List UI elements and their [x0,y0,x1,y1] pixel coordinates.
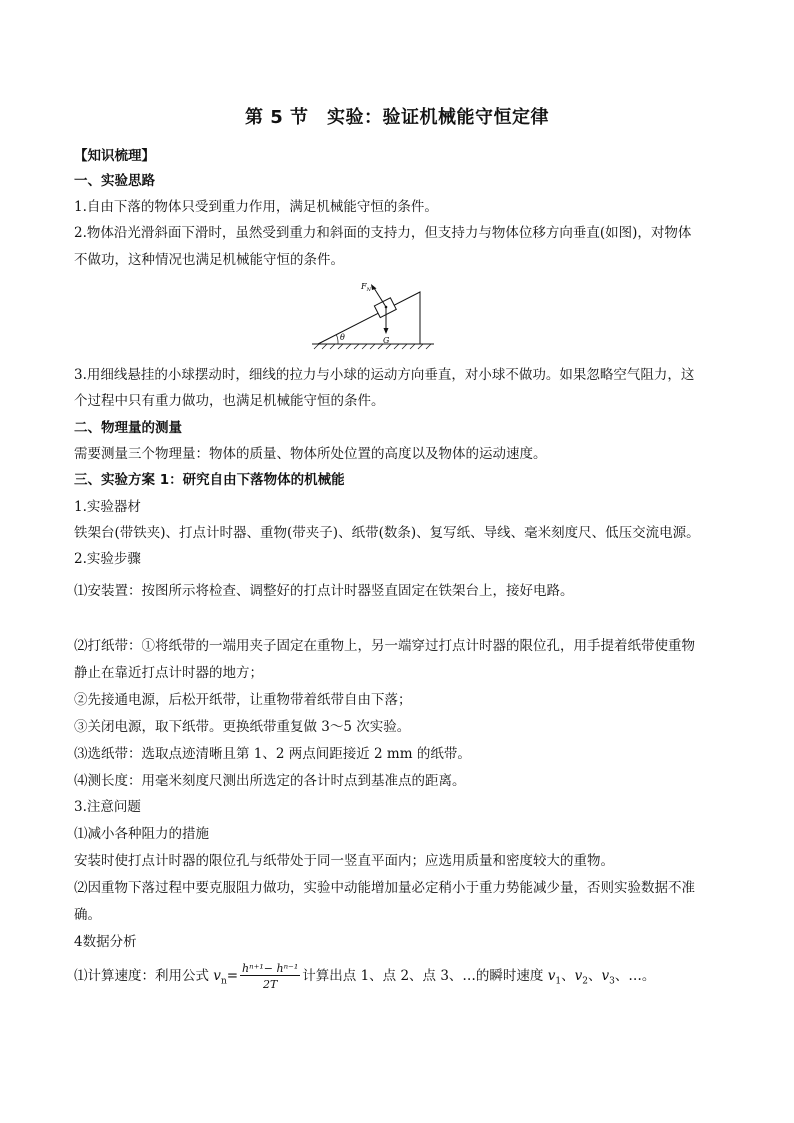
paragraph-notes-1: ⑴减小各种阻力的措施 [74,826,209,842]
paragraph-notes-2: 安装时使打点计时器的限位孔与纸带处于同一竖直平面内；应选用质量和密度较大的重物。 [74,853,614,869]
subheading-steps: 2.实验步骤 [74,551,141,567]
normal-force-label: $F_N$ [361,282,371,293]
paragraph-equipment: 铁架台(带铁夹)、打点计时器、重物(带夹子)、纸带(数条)、复写纸、导线、毫米刻度尺、低压交流电源。 [74,525,700,541]
gravity-arrowhead [384,328,389,334]
paragraph-step-repeat: ③关闭电源，取下纸带。更换纸带重复做 3～5 次实验。 [74,719,411,735]
heading-plan-1: 三、实验方案 1：研究自由下落物体的机械能 [74,472,345,488]
ground-hatching [314,344,431,349]
paragraph-quantities: 需要测量三个物理量：物体的质量、物体所处位置的高度以及物体的运动速度。 [74,446,547,462]
paragraph-notes-3a: ⑵因重物下落过程中要克服阻力做功，实验中动能增加量必定稍小于重力势能减少量，否则实验数据不准 [74,880,695,896]
paragraph-free-fall: 1.自由下落的物体只受到重力作用，满足机械能守恒的条件。 [74,199,438,215]
velocity-fraction [240,962,300,991]
gravity-label: G [383,336,390,345]
paragraph-step-tape-2: 静止在靠近打点计时器的地方； [74,665,263,681]
fraction-numerator: hⁿ⁺¹− hⁿ⁻¹ [242,962,299,975]
paragraph-step-select: ⑶选纸带：选取点迹清晰且第 1、2 两点间距接近 2 mm 的纸带。 [74,746,471,762]
heading-experiment-idea: 一、实验思路 [74,173,155,189]
incline-diagram [308,280,438,352]
paragraph-pendulum-1: 3.用细线悬挂的小球摆动时，细线的拉力与小球的运动方向垂直，对小球不做功。如果忽略空气阻力，这 [74,367,695,383]
normal-force-arrowhead [371,284,377,290]
velocity-formula-line: ⑴计算速度：利用公式 $v_n=$ $\frac{\text{hⁿ⁺¹− hⁿ⁻¹}}{2T}$ 计算出点 1、点 2、点 3、…的瞬时速度 $v_1$、$v_2$、$v_3$、…。 [74,962,656,991]
paragraph-step-install: ⑴安装置：按图所示将检查、调整好的打点计时器竖直固定在铁架台上，接好电路。 [74,583,574,599]
subheading-equipment: 1.实验器材 [74,499,141,515]
page-title: 第 5 节 实验：验证机械能守恒定律 [244,107,550,128]
formula-prefix: ⑴计算速度：利用公式 [74,968,214,984]
paragraph-step-tape-1: ⑵打纸带：①将纸带的一端用夹子固定在重物上，另一端穿过打点计时器的限位孔，用手提着纸带使重物 [74,638,695,654]
paragraph-incline-1: 2.物体沿光滑斜面下滑时，虽然受到重力和斜面的支持力，但支持力与物体位移方向垂直(如图)，对物体 [74,225,692,241]
subheading-notes: 3.注意问题 [74,799,141,815]
incline-triangle [318,292,420,344]
paragraph-notes-3b: 确。 [74,907,101,923]
paragraph-step-measure: ⑷测长度：用毫米刻度尺测出所选定的各计时点到基准点的距离。 [74,773,466,789]
heading-measurement: 二、物理量的测量 [74,420,182,436]
theta-label: θ [340,333,345,342]
angle-arc [337,335,339,344]
formula-middle-text: 计算出点 1、点 2、点 3、…的瞬时速度 [302,968,548,984]
paragraph-pendulum-2: 个过程中只有重力做功，也满足机械能守恒的条件。 [74,393,385,409]
section-knowledge-heading: 【知识梳理】 [74,148,155,164]
paragraph-step-power: ②先接通电源，后松开纸带，让重物带着纸带自由下落； [74,692,412,708]
paragraph-incline-2: 不做功，这种情况也满足机械能守恒的条件。 [74,252,344,268]
fraction-denominator: 2T [262,978,278,991]
subheading-analysis: 4数据分析 [74,934,137,950]
